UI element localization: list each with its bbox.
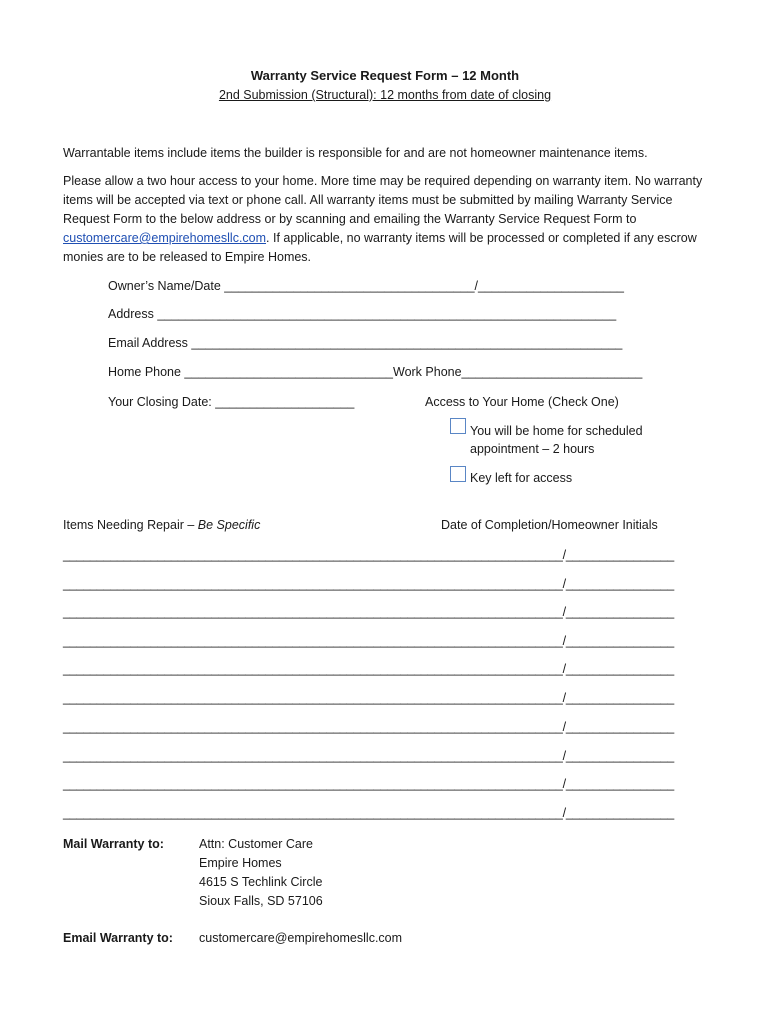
repair-item-line[interactable]: __________________________________________________________________________/________________ bbox=[63, 634, 674, 648]
instructions-text-part2: . If applicable, no warranty items will be processed or completed if any escrow monies are to be released to Empire Homes. bbox=[63, 231, 697, 264]
items-header-emphasis: Be Specific bbox=[197, 518, 261, 532]
warrantable-note-text: Warrantable items include items the builder is responsible for and are not homeowner maintenance items. bbox=[63, 146, 648, 160]
completion-initials-header: Date of Completion/Homeowner Initials bbox=[441, 518, 658, 532]
owner-name-date-field[interactable]: Owner’s Name/Date ____________________________________/_____________________ bbox=[108, 279, 624, 293]
repair-item-line[interactable]: __________________________________________________________________________/________________ bbox=[63, 749, 674, 763]
repair-item-line[interactable]: __________________________________________________________________________/________________ bbox=[63, 662, 674, 676]
home-for-appointment-label-1: You will be home for scheduled bbox=[470, 424, 643, 438]
home-for-appointment-label-2: appointment – 2 hours bbox=[470, 442, 595, 456]
form-subtitle: 2nd Submission (Structural): 12 months from date of closing bbox=[218, 88, 552, 102]
warrantable-note bbox=[63, 144, 708, 163]
customer-care-email-link[interactable]: customercare@empirehomesllc.com bbox=[63, 231, 267, 245]
repair-item-line[interactable]: __________________________________________________________________________/________________ bbox=[63, 577, 674, 591]
instructions-paragraph bbox=[63, 172, 708, 267]
email-warranty-label: Email Warranty to: bbox=[63, 931, 173, 945]
email-address-field[interactable]: Email Address ______________________________________________________________ bbox=[108, 336, 623, 350]
repair-item-line[interactable]: __________________________________________________________________________/________________ bbox=[63, 777, 674, 791]
mail-address-line-2: Empire Homes bbox=[199, 856, 282, 870]
address-field[interactable]: Address __________________________________________________________________ bbox=[108, 307, 617, 321]
key-left-label: Key left for access bbox=[470, 471, 573, 485]
repair-item-line[interactable]: __________________________________________________________________________/________________ bbox=[63, 720, 674, 734]
items-needing-repair-header bbox=[63, 518, 260, 532]
mail-address-line-1: Attn: Customer Care bbox=[199, 837, 313, 851]
mail-address-line-4: Sioux Falls, SD 57106 bbox=[199, 894, 323, 908]
repair-item-line[interactable]: __________________________________________________________________________/________________ bbox=[63, 806, 674, 820]
repair-item-line[interactable]: __________________________________________________________________________/________________ bbox=[63, 548, 674, 562]
mail-address-line-3: 4615 S Techlink Circle bbox=[199, 875, 323, 889]
phone-fields[interactable]: Home Phone ______________________________Work Phone__________________________ bbox=[108, 365, 643, 379]
mail-warranty-label: Mail Warranty to: bbox=[63, 837, 164, 851]
access-heading: Access to Your Home (Check One) bbox=[425, 395, 619, 409]
instructions-text bbox=[63, 172, 708, 267]
home-for-appointment-checkbox[interactable] bbox=[450, 418, 466, 434]
repair-item-line[interactable]: __________________________________________________________________________/________________ bbox=[63, 605, 674, 619]
closing-date-field[interactable]: Your Closing Date: ____________________ bbox=[108, 395, 355, 409]
items-header-prefix: Items Needing Repair – bbox=[63, 518, 198, 532]
email-warranty-address[interactable]: customercare@empirehomesllc.com bbox=[199, 931, 403, 945]
instructions-text-part1: Please allow a two hour access to your home. More time may be required depending on warranty item. No warranty items will be accepted via text or phone call. All warranty items must be submitted by mailing Warranty Service Request Form to the below address or by scanning and emailing the Warranty Service Request Form to bbox=[63, 174, 703, 226]
form-title: Warranty Service Request Form – 12 Month bbox=[250, 68, 520, 83]
key-left-checkbox[interactable] bbox=[450, 466, 466, 482]
repair-item-line[interactable]: __________________________________________________________________________/________________ bbox=[63, 691, 674, 705]
